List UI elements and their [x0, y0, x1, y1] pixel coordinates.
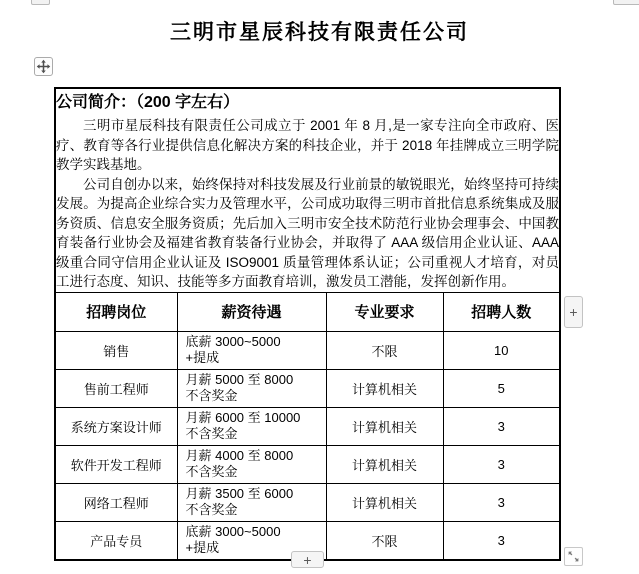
cell-count[interactable]: 3 [443, 407, 560, 445]
salary-line-2: +提成 [185, 540, 220, 555]
intro-heading[interactable]: 公司简介：（200 字左右） [56, 94, 240, 111]
table-row [55, 369, 560, 407]
salary-line-2: 不含奖金 [185, 464, 238, 479]
salary-line-1: 月薪 6000 至 10000 [185, 410, 301, 425]
company-intro-cell[interactable] [55, 88, 560, 292]
plus-icon: + [569, 304, 578, 320]
cell-requirement[interactable]: 计算机相关 [326, 369, 443, 407]
header-salary[interactable]: 薪资待遇 [177, 292, 326, 331]
table-header-row [55, 292, 560, 331]
cell-count[interactable]: 3 [443, 445, 560, 483]
header-count[interactable]: 招聘人数 [443, 292, 560, 331]
move-icon [36, 59, 51, 74]
cell-position[interactable]: 软件开发工程师 [55, 445, 177, 483]
intro-paragraph-1[interactable]: 三明市星辰科技有限责任公司成立于 2001 年 8 月,是一家专注向全市政府、医疗、教育等各行业提供信息化解决方案的科技企业，并于 2018 年挂牌成立三明学院教学实践基地。 [56, 118, 560, 172]
cell-requirement[interactable]: 不限 [326, 331, 443, 369]
clipped-top-left-button[interactable] [31, 0, 50, 5]
insert-row-button[interactable] [291, 551, 324, 568]
header-position[interactable]: 招聘岗位 [55, 292, 177, 331]
header-requirement[interactable]: 专业要求 [326, 292, 443, 331]
cell-requirement[interactable]: 计算机相关 [326, 407, 443, 445]
salary-line-1: 月薪 5000 至 8000 [185, 372, 294, 387]
cell-position[interactable]: 产品专员 [55, 521, 177, 560]
salary-line-1: 月薪 4000 至 8000 [185, 448, 294, 463]
cell-position[interactable]: 销售 [55, 331, 177, 369]
cell-salary[interactable] [177, 483, 326, 521]
recruitment-table [54, 87, 561, 561]
cell-count[interactable]: 3 [443, 483, 560, 521]
salary-line-1: 底薪 3000~5000 [185, 524, 281, 539]
cell-salary[interactable] [177, 445, 326, 483]
salary-line-2: 不含奖金 [185, 426, 238, 441]
cell-requirement[interactable]: 计算机相关 [326, 483, 443, 521]
table-row [55, 483, 560, 521]
table-resize-handle[interactable] [564, 547, 583, 566]
intro-paragraph-2[interactable]: 公司自创办以来，始终保持对科技发展及行业前景的敏锐眼光，始终坚持可持续发展。为提高企业综合实力及管理水平，公司成功取得三明市首批信息系统集成及服务资质、信息安全服务资质；先后加入三明市安全技术防范行业协会理事会、中国教育装备行业协会及福建省教育装备行业协会，并取得了 AAA 级信用企业认证、AAA 级重合同守信用企业认证及 ISO9001 质量管理体系认证；公司重视人才培育，对员工进行态度、知识、技能等多方面教育培训，激发员工潜能，发挥创新作用。 [56, 176, 560, 289]
table-row [55, 445, 560, 483]
cell-requirement[interactable]: 计算机相关 [326, 445, 443, 483]
resize-diagonal-icon [567, 550, 580, 563]
salary-line-2: +提成 [185, 350, 220, 365]
salary-line-1: 底薪 3000~5000 [185, 334, 281, 349]
cell-position[interactable]: 售前工程师 [55, 369, 177, 407]
page-title[interactable]: 三明市星辰科技有限责任公司 [170, 21, 469, 44]
salary-line-1: 月薪 3500 至 6000 [185, 486, 294, 501]
cell-position[interactable]: 网络工程师 [55, 483, 177, 521]
cell-salary[interactable] [177, 331, 326, 369]
intro-text [56, 116, 559, 292]
clipped-top-right-button[interactable] [613, 0, 639, 5]
salary-line-2: 不含奖金 [185, 388, 238, 403]
cell-salary[interactable] [177, 369, 326, 407]
table-row [55, 407, 560, 445]
cell-count[interactable]: 3 [443, 521, 560, 560]
table-move-handle[interactable] [34, 57, 53, 76]
plus-icon: + [303, 551, 312, 568]
cell-position[interactable]: 系统方案设计师 [55, 407, 177, 445]
insert-column-button[interactable] [564, 296, 583, 328]
table-row [55, 331, 560, 369]
cell-salary[interactable] [177, 407, 326, 445]
cell-count[interactable]: 5 [443, 369, 560, 407]
salary-line-2: 不含奖金 [185, 502, 238, 517]
cell-requirement[interactable]: 不限 [326, 521, 443, 560]
cell-count[interactable]: 10 [443, 331, 560, 369]
intro-row [55, 88, 560, 292]
